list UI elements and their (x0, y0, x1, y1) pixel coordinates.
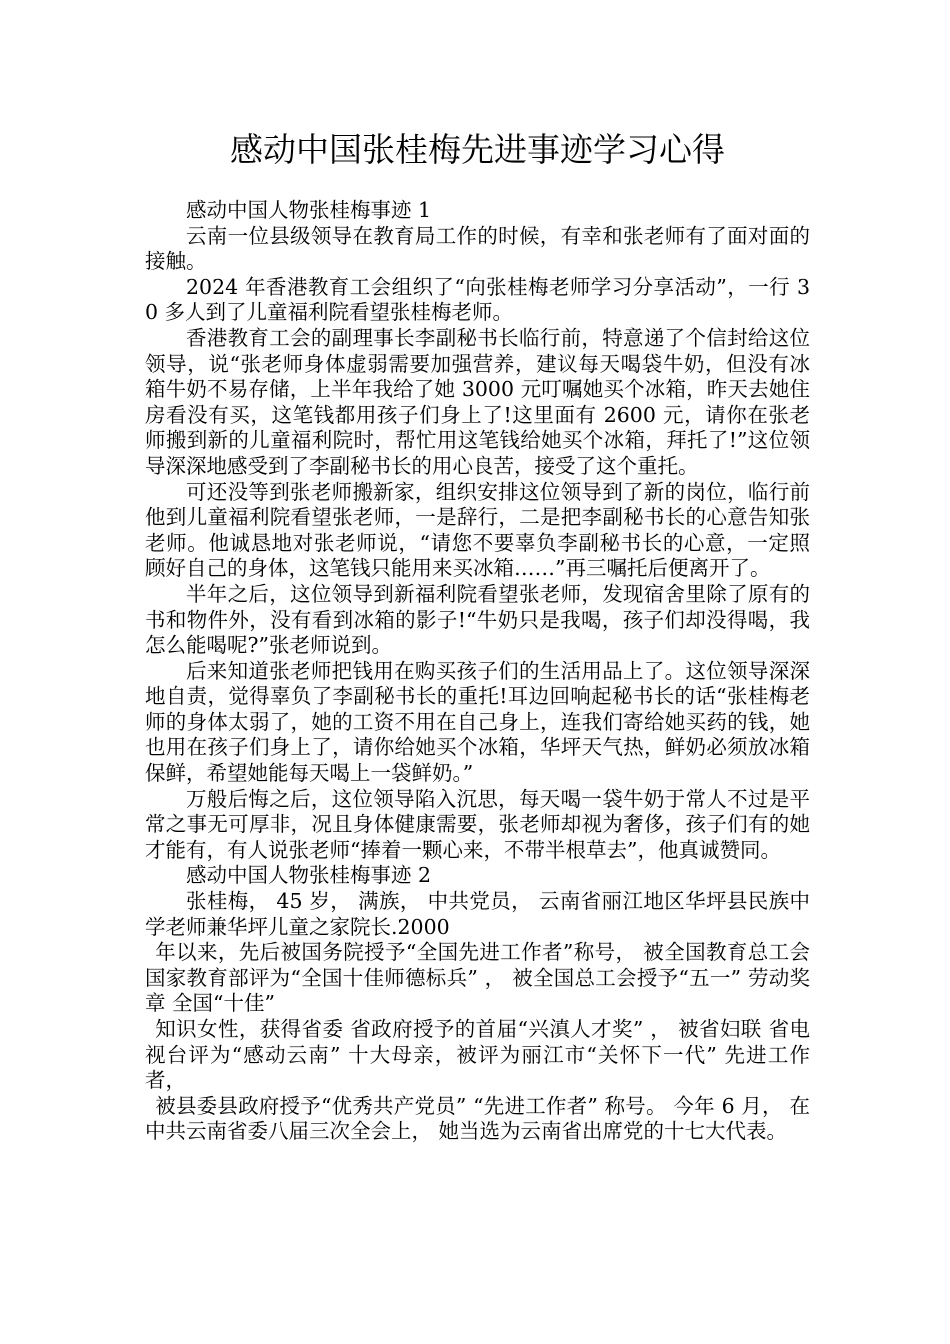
section-heading-2: 感动中国人物张桂梅事迹 2 (186, 863, 432, 888)
paragraph: 被县委县政府授予“优秀共产党员” “先进工作者” 称号。 今年 6 月， 在中共云南省委八届三次全会上， 她当选为云南省出席党的十七大代表。 (145, 1093, 810, 1144)
paragraph: 年以来，先后被国务院授予“全国先进工作者”称号， 被全国教育总工会 国家教育部评为“全国十佳师德标兵” ， 被全国总工会授予“五一” 劳动奖章 全国“十佳” (145, 940, 810, 1016)
paragraph: 知识女性，获得省委 省政府授予的首届“兴滇人才奖” ， 被省妇联 省电视台评为“感动云南” 十大母亲，被评为丽江市“关怀下一代” 先进工作者， (145, 1017, 810, 1093)
document-title: 感动中国张桂梅先进事迹学习心得 (230, 130, 725, 169)
section-heading-1: 感动中国人物张桂梅事迹 1 (186, 198, 432, 222)
document-page (145, 128, 810, 1145)
paragraph: 张桂梅， 45 岁， 满族， 中共党员， 云南省丽江地区华坪县民族中学老师兼华坪儿童之家院长.2000 (145, 889, 810, 939)
paragraph: 2024 年香港教育工会组织了“向张桂梅老师学习分享活动”，一行 30 多人到了儿童福利院看望张桂梅老师。 (145, 274, 810, 325)
paragraph: 香港教育工会的副理事长李副秘书长临行前，特意递了个信封给这位领导，说“张老师身体虚弱需要加强营养，建议每天喝袋牛奶，但没有冰箱牛奶不易存储，上半年我给了她 3000 元叮嘱她买个冰箱，昨天去她住房看没有买，这笔钱都用孩子们身上了!这里面有 2600 元，请你在张老师搬到新的儿童福利院时，帮忙用这笔钱给她买个冰箱，拜托了!”这位领导深深地感受到了李副秘书长的用心良苦，接受了这个重托。 (145, 325, 810, 478)
paragraph: 后来知道张老师把钱用在购买孩子们的生活用品上了。这位领导深深地自责，觉得辜负了李副秘书长的重托!耳边回响起秘书长的话“张桂梅老师的身体太弱了，她的工资不用在自己身上，连我们寄给她买药的钱，她也用在孩子们身上了，请你给她买个冰箱，华坪天气热，鲜奶必须放冰箱保鲜，希望她能每天喝上一袋鲜奶。” (145, 658, 810, 786)
paragraph: 万般后悔之后，这位领导陷入沉思，每天喝一袋牛奶于常人不过是平常之事无可厚非，况且身体健康需要，张老师却视为奢侈，孩子们有的她才能有，有人说张老师“捧着一颗心来，不带半根草去”，他真诚赞同。 (145, 786, 810, 862)
paragraph: 可还没等到张老师搬新家，组织安排这位领导到了新的岗位，临行前他到儿童福利院看望张老师，一是辞行，二是把李副秘书长的心意告知张老师。他诚恳地对张老师说，“请您不要辜负李副秘书长的心意，一定照顾好自己的身体，这笔钱只能用来买冰箱……”再三嘱托后便离开了。 (145, 479, 810, 581)
paragraph: 半年之后，这位领导到新福利院看望张老师，发现宿舍里除了原有的书和物件外，没有看到冰箱的影子!“牛奶只是我喝，孩子们却没得喝，我怎么能喝呢?”张老师说到。 (145, 581, 810, 658)
paragraph: 云南一位县级领导在教育局工作的时候，有幸和张老师有了面对面的接触。 (145, 223, 810, 274)
